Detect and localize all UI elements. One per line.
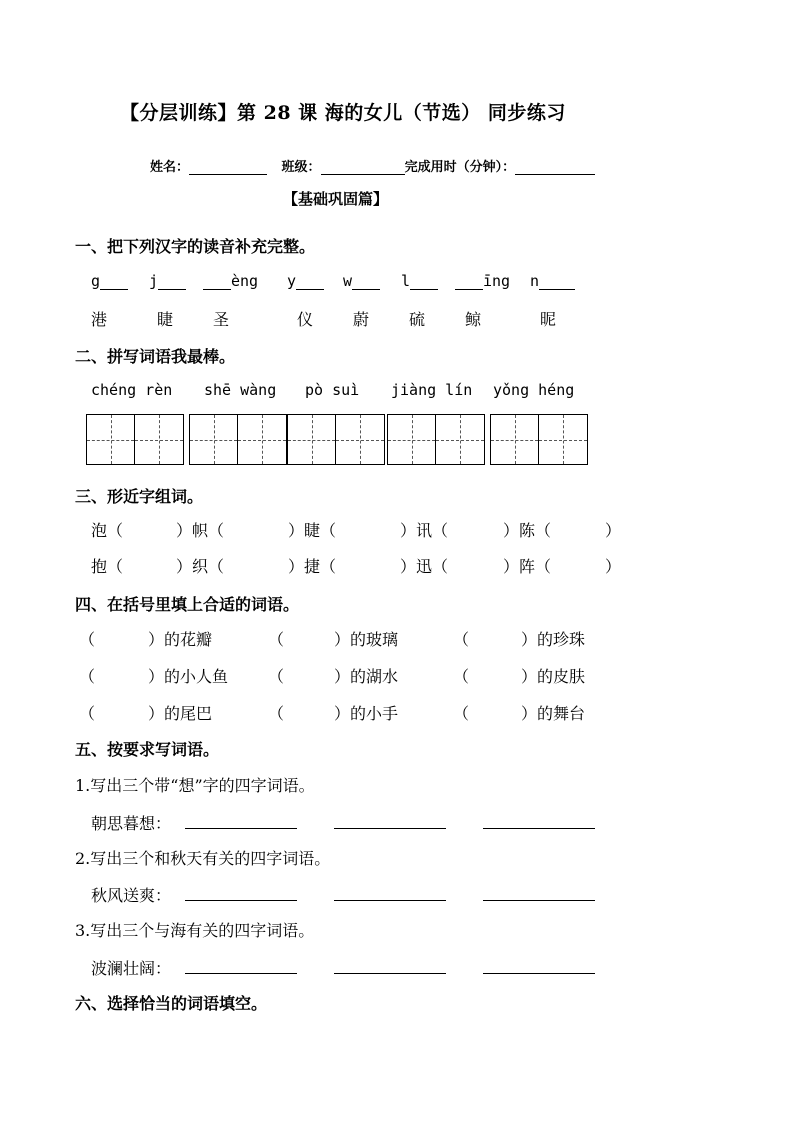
grid-cell[interactable] [539,415,587,464]
name-label: 姓名： [150,160,190,175]
time-blank[interactable] [515,160,595,175]
q1-char: 睫 [157,310,174,329]
writing-grid[interactable] [387,414,485,465]
q4-item: ）的湖水 [334,667,399,686]
writing-grid[interactable] [86,414,184,465]
pinyin-item: l [401,272,411,290]
q3-item: 泡（ [91,521,124,540]
q4-item: （ [79,667,96,686]
pinyin-blank[interactable] [296,275,324,290]
q5-example-3: 波澜壮阔： [91,959,172,978]
class-label: 班级： [281,160,321,175]
answer-line[interactable] [334,828,446,829]
q4-item: ）的玻璃 [334,630,399,649]
q1-char: 昵 [540,310,557,329]
q4-item: ）的小手 [334,704,399,723]
writing-grid[interactable] [287,414,385,465]
q1-pinyin-6 [401,272,438,290]
answer-line[interactable] [185,973,297,974]
q4-item: （ [268,630,285,649]
q4-item: （ [453,667,470,686]
grid-cell[interactable] [238,415,286,464]
q5-prompt-3: 3.写出三个与海有关的四字词语。 [75,921,315,940]
q2-pinyin: jiàng lín [391,381,473,399]
q4-item: （ [453,704,470,723]
student-info-line [150,156,595,175]
pinyin-item: w [343,272,353,290]
answer-line[interactable] [334,973,446,974]
answer-line[interactable] [185,900,297,901]
q3-item: 抱（ [91,557,124,576]
q4-item: ）的舞台 [521,704,586,723]
class-blank[interactable] [321,160,405,175]
q4-item: ）的尾巴 [148,704,213,723]
grid-cell[interactable] [491,415,539,464]
q6-heading: 六、选择恰当的词语填空。 [75,994,268,1013]
pinyin-blank[interactable] [100,275,128,290]
q4-heading: 四、在括号里填上合适的词语。 [75,595,300,614]
q4-item: （ [268,667,285,686]
answer-line[interactable] [483,973,595,974]
q3-item: ）捷（ [288,557,337,576]
q1-pinyin-3 [203,272,258,290]
pinyin-item: īng [483,272,511,290]
grid-cell[interactable] [336,415,384,464]
q3-item: ）迅（ [400,557,449,576]
q1-char: 圣 [213,310,230,329]
q1-pinyin-2 [149,272,186,290]
q3-item: ）帜（ [176,521,225,540]
pinyin-item: g [91,272,101,290]
q3-heading: 三、形近字组词。 [75,487,204,506]
answer-line[interactable] [185,828,297,829]
q2-pinyin: shē wàng [204,381,277,399]
q1-char: 鲸 [465,310,482,329]
q3-item: ）睫（ [288,521,337,540]
pinyin-blank[interactable] [410,275,438,290]
grid-cell[interactable] [388,415,436,464]
grid-cell[interactable] [135,415,183,464]
q1-heading: 一、把下列汉字的读音补充完整。 [75,237,316,256]
q1-char: 仪 [297,310,314,329]
pinyin-item: y [287,272,297,290]
pinyin-item: n [530,272,540,290]
pinyin-blank[interactable] [539,275,575,290]
pinyin-blank[interactable] [203,275,231,290]
pinyin-item: j [149,272,159,290]
q3-item: ） [605,557,622,576]
q4-item: （ [79,630,96,649]
q3-item: ） [605,521,622,540]
q4-item: ）的小人鱼 [148,667,229,686]
name-blank[interactable] [189,160,267,175]
q3-item: ）讯（ [400,521,449,540]
q1-pinyin-5 [343,272,380,290]
q4-item: ）的珍珠 [521,630,586,649]
pinyin-blank[interactable] [352,275,380,290]
q2-heading: 二、拼写词语我最棒。 [75,347,236,366]
pinyin-blank[interactable] [455,275,483,290]
q3-item: ）阵（ [503,557,552,576]
q2-pinyin: yǒng héng [493,381,575,399]
q3-item: ）织（ [176,557,225,576]
section-subtitle: 【基础巩固篇】 [283,190,389,208]
grid-cell[interactable] [87,415,135,464]
grid-cell[interactable] [190,415,238,464]
answer-line[interactable] [483,828,595,829]
q1-pinyin-4 [287,272,324,290]
q5-example-2: 秋风送爽： [91,886,172,905]
grid-cell[interactable] [436,415,484,464]
page-title: 【分层训练】第 28 课 海的女儿（节选） 同步练习 [120,102,566,124]
q1-char: 蔚 [353,310,370,329]
grid-cell[interactable] [288,415,336,464]
q5-prompt-1: 1.写出三个带“想”字的四字词语。 [75,776,315,795]
time-label: 完成用时（分钟）： [404,160,516,175]
q5-example-1: 朝思暮想： [91,814,172,833]
q1-pinyin-7 [455,272,510,290]
pinyin-item: èng [231,272,259,290]
answer-line[interactable] [483,900,595,901]
q2-pinyin: chéng rèn [91,381,173,399]
q2-pinyin: pò suì [305,381,360,399]
pinyin-blank[interactable] [158,275,186,290]
q5-prompt-2: 2.写出三个和秋天有关的四字词语。 [75,849,331,868]
answer-line[interactable] [334,900,446,901]
q4-item: （ [79,704,96,723]
q4-item: ）的皮肤 [521,667,586,686]
writing-grid[interactable] [490,414,588,465]
q1-pinyin-8 [530,272,575,290]
q1-char: 港 [91,310,108,329]
q1-pinyin-row [91,272,128,290]
writing-grid[interactable] [189,414,287,465]
q4-item: （ [453,630,470,649]
q1-char: 硫 [409,310,426,329]
q5-heading: 五、按要求写词语。 [75,740,220,759]
q4-item: （ [268,704,285,723]
q3-item: ）陈（ [503,521,552,540]
q4-item: ）的花瓣 [148,630,213,649]
